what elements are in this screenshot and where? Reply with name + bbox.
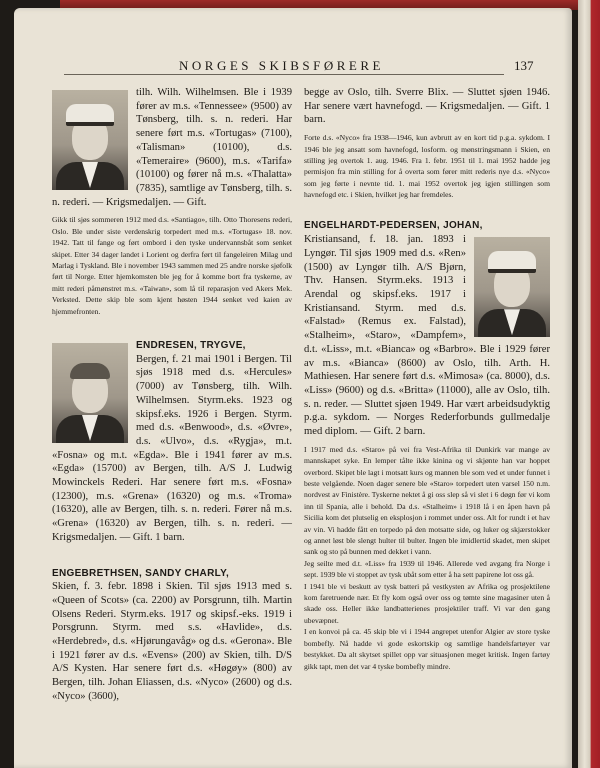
- book-binding-edge: [578, 0, 600, 768]
- entry-body: Skien, f. 3. febr. 1898 i Skien. Til sjøs 1913 med s. «Queen of Scots» (ca. 2200) av Porsgrunn, tilh. Martin Olsens Rederi. Styrm.eks. 1917 og skipsf.-eks. 1919 i Porsgrunn. Styrm. med s.s. «Havlide», d.s. «Herdebred», d.s. «Hjørungavåg» og d.s. «Gerona». Ble i 1921 fører av d.s. «Evens» (200) av Skien, tilh. D/S A/S Kysten. Har senere ført d.s. «Høgøy» (800) av Bergen, tilh. Johan Eliassen, d.s. «Nyco» (2600) og d.s. «Nyco» (3600),: [52, 581, 292, 702]
- entry-anecdote: I 1917 med d.s. «Staro» på vei fra Vest-Afrika til Dunkirk var mange av mannskapet syke. En lemper tålte ikke kinina og vi skjønte han var hoppet overbord. Skipet ble lagt i motsatt kurs og mannen ble som ved et under funnet i beste velgående. Noen dager senere ble «Staro» torpedert uten varsel 150 n.m. nordvest av Finistère. Tyskerne nektet å gi oss slep så vi slet i 6 døgn før vi kom inn til Spania, alle i behold. Da d.s. «Stalheim» i 1918 lå i en åpen havn på Sicilia kom det plutselig en eksplosjon i rommet under oss. Alt for rundt i et hav av vin. Vi hadde fått en torpedo på den motsatte side, og luker og skjærstokker og annet løst ble slengt hulter til bulter. Ingen ble imidlertid skadet, men skipet sank og sto på bunnen med dekket i vann. Jeg seilte med d.t. «Liss» fra 1939 til 1946. Allerede ved avgang fra Norge i sept. 1939 ble vi stoppet av tysk ubåt som etter å ha sett papirene lot oss gå. I 1941 ble vi beskutt av tysk batteri på vestkysten av Afrika og prosjektilene kom faretruende nær. Et fly kom også over oss og tømte sine magasiner uten å skade oss. Heller ikke landbatterienes prosjektiler traff. Vi var den gang ubevæpnet. I en konvoi på ca. 45 skip ble vi i 1944 angrepet utenfor Algier av store tyske bombefly. Nå hadde vi gode eskortskip og samtlige handelsfartøyer var bestykket. Da alt skytset spillet opp var situasjonen meget kritisk. Ingen fartøy gikk tapt, men det var 4 tyske bombefly mindre.: [304, 444, 550, 671]
- running-head: NORGES SKIBSFØRERE: [179, 58, 384, 73]
- book-page: [14, 8, 572, 768]
- page-number: 137: [514, 58, 534, 73]
- entry-wilhelmsen-continued: [52, 86, 292, 317]
- header-rule: [64, 74, 504, 75]
- page-header: [14, 52, 549, 76]
- entry-anecdote: Forte d.s. «Nyco» fra 1938—1946, kun avbrutt av en kort tid p.g.a. sykdom. I 1946 ble jeg ansatt som havnefogd, losform. og mønstringsmann i Skien, en stilling jeg overtok 1. aug. 1946. Fra 1. febr. 1951 til 1. mai 1952 hadde jeg permisjon fra min stilling for å overta som fører mitt rederis nye d.s. «Nyco» som jeg førte i nevnte tid. 1. mai 1952 overtok jeg igjen stillingen som havnefogd etc. i Skien, hvilket jeg har fremdeles.: [304, 133, 550, 200]
- entry-name: ENDRESEN, TRYGVE,: [136, 339, 246, 351]
- entry-name: ENGELHARDT-PEDERSEN, JOHAN,: [304, 219, 483, 231]
- entry-body: begge av Oslo, tilh. Sverre Blix. — Sluttet sjøen 1946. Har senere vært havnefogd. — Krigsmedaljen. — Gift. 1 barn.: [304, 87, 550, 126]
- portrait-hair: [70, 363, 110, 379]
- entry-endresen: [52, 339, 292, 545]
- right-column: [304, 86, 550, 672]
- captain-cap-icon: [488, 251, 536, 273]
- entry-anecdote: Gikk til sjøs sommeren 1912 med d.s. «Santiago», tilh. Otto Thoresens rederi, Oslo. Ble under siste verdenskrig torpedert med m.s. «Tortugas» 18. nov. 1942. Tatt til fange og ført ombord i den tyske undervannsbåt som senket skipet. Etter 34 dager landet i Lorient og derfra ført til fangeleiren Milag und Marlag i Tyskland. Ble i november 1943 sammen med 25 andre norske sjøfolk ført til Norge. Etter hjemkomsten ble jeg for å komme bort fra tyskerne, av mitt rederi påmønstret m.s. «Taiwan», som lå til reparasjon ved Akers Mek. Verksted. Dette skip ble som kjent høsten 1944 senket ved kaien av hjemmefronten.: [52, 215, 292, 316]
- portrait-photo-1: [52, 90, 128, 190]
- entry-engelhardt: [304, 219, 550, 672]
- entry-text: [52, 567, 292, 704]
- captain-cap-icon: [66, 104, 114, 126]
- entry-body: Bergen, f. 21 mai 1901 i Bergen. Til sjøs 1918 med d.s. «Hercules» (7000) av Tønsberg, tilh. Wilh. Wilhelmsen. Styrm.eks. 1923 og skipsf.eks. 1926 i Bergen. Styrm. med d.s. «Benwood», d.s. «Øvre», d.s. «Ulvo», d.s. «Rygja», m.t. «Fosna» og m.t. «Egda». Ble i 1941 fører av m.s. «Egda» (15700) av Bergen, tilh. A/S J. Ludwig Mowinckels Rederi. Har senere ført m.s. «Fosna» (12300), m.s. «Grena» (16320) og m.s. «Troma» (16320), alle av Bergen, tilh. s. n. rederi. Fører nå m.s. «Grena» (16320) av Bergen, tilh. s. n. rederi. — Krigsmedaljen. — Gift. 1 barn.: [52, 353, 292, 543]
- entry-heading-line: [304, 219, 550, 233]
- left-column: [52, 86, 292, 704]
- entry-body: tilh. Wilh. Wilhelmsen. Ble i 1939 fører av m.s. «Tennessee» (9500) av Tønsberg, tilh. s. n. rederi. Har senere ført m.s. «Tortugas» (7100), «Talisman» (10100), d.s. «Temeraire» (9600), m.s. «Tarifa» (10100) og fører nå m.s. «Thalatta» (7835), samtlige av Tønsberg, tilh. s. n. rederi. — Krigsmedaljen. — Gift.: [52, 87, 292, 208]
- entry-body: Kristiansand, f. 18. jan. 1893 i Lyngør. Til sjøs 1909 med d.s. «Ren» (1500) av Lyngør tilh. A/S Bjørn, Thv. Hansen. Styrm.eks. 1913 i Arendal og skipsf.eks. 1917 i Kristiansand. Styrm. med d.s. «Falstad» (Remus ex. Falstad), «Stalheim», «Staro», «Dampfem», d.t. «Liss», m.t. «Bianca» og «Barbro». Ble i 1929 fører av m.s. «Bianca» (8600) av Oslo, tilh. Arth. H. Mathiesen. Har senere ført d.s. «Mimosa» (ca. 8000), d.s. «Liss» (9600) og d.s. «Britta» (11000), alle av Oslo, tilh. s. n. reder. — Sluttet sjøen 1949. Har vært arbeidsudyktig p.g.a. sykdom. — Norges Rederforbunds gullmedalje med diplom. — Gift. 2 barn.: [304, 234, 550, 438]
- entry-engebrethsen: [52, 567, 292, 704]
- portrait-photo-2: [52, 343, 128, 443]
- entry-engebrethsen-continued: [304, 86, 550, 201]
- portrait-photo-3: [474, 237, 550, 337]
- entry-name: ENGEBRETHSEN, SANDY CHARLY,: [52, 567, 230, 579]
